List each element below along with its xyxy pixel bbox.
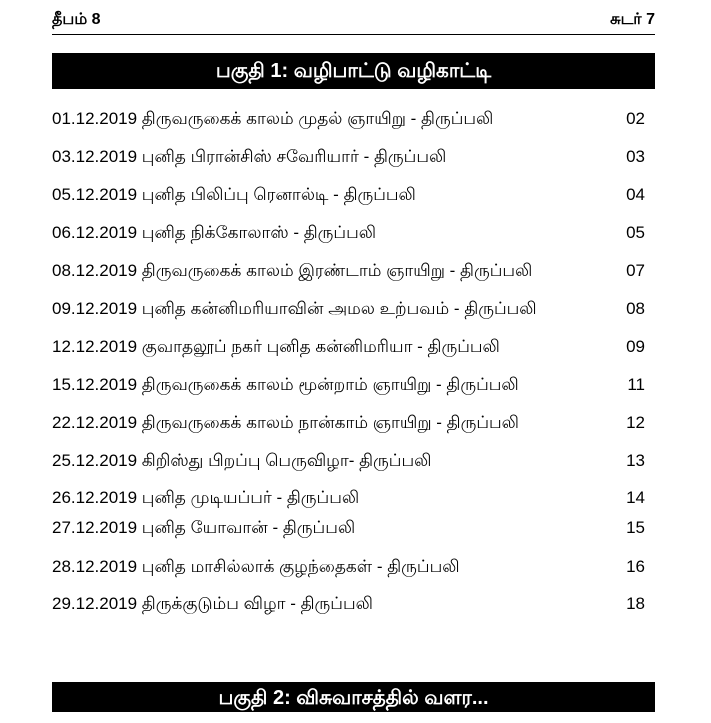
toc-entry-title: 26.12.2019 புனித முடியப்பர் - திருப்பலி [52,488,360,507]
toc-entry[interactable] [52,450,645,472]
toc-entry[interactable] [52,593,645,615]
toc-entry[interactable] [52,146,645,168]
toc-entry-page: 16 [626,557,645,576]
toc-entry[interactable] [52,184,645,206]
section-1-heading: பகுதி 1: வழிபாட்டு வழிகாட்டி [52,53,655,89]
toc-entry[interactable] [52,374,645,396]
toc-entry-page: 05 [626,223,645,242]
toc-entry-title: 03.12.2019 புனித பிரான்சிஸ் சவேரியார் - திருப்பலி [52,147,447,166]
toc-entry-title: 12.12.2019 குவாதலூப் நகர் புனித கன்னிமரியா - திருப்பலி [52,337,500,356]
toc-entry[interactable] [52,222,645,244]
toc-entry-page: 14 [626,488,645,507]
toc-entry-title: 28.12.2019 புனித மாசில்லாக் குழந்தைகள் - திருப்பலி [52,557,460,576]
toc-entry[interactable] [52,298,645,320]
toc-entry-page: 12 [626,413,645,432]
toc-entry-title: 22.12.2019 திருவருகைக் காலம் நான்காம் ஞாயிறு - திருப்பலி [52,413,519,432]
toc-entry-page: 15 [626,518,645,537]
toc-entry-title: 27.12.2019 புனித யோவான் - திருப்பலி [52,518,356,537]
toc-entry-title: 15.12.2019 திருவருகைக் காலம் மூன்றாம் ஞாயிறு - திருப்பலி [52,375,519,394]
toc-entry-page: 04 [626,185,645,204]
toc-entry-page: 03 [626,147,645,166]
toc-entry[interactable] [52,412,645,434]
toc-entry[interactable] [52,517,645,539]
toc-entry-page: 11 [627,375,645,394]
toc-entry-title: 29.12.2019 திருக்குடும்ப விழா - திருப்பலி [52,594,373,613]
toc-entry-page: 08 [626,299,645,318]
toc-entry-page: 07 [626,261,645,280]
toc-entry[interactable] [52,108,645,130]
section-2-heading: பகுதி 2: விசுவாசத்தில் வளர... [52,682,655,712]
toc-entry-title: 08.12.2019 திருவருகைக் காலம் இரண்டாம் ஞாயிறு - திருப்பலி [52,261,533,280]
toc-entry[interactable] [52,487,645,509]
toc-entry-title: 25.12.2019 கிறிஸ்து பிறப்பு பெருவிழா- திருப்பலி [52,451,432,470]
toc-entry[interactable] [52,260,645,282]
toc-entry-page: 09 [626,337,645,356]
toc-entry[interactable] [52,336,645,358]
toc-entry[interactable] [52,556,645,578]
issue-label: தீபம் 8 [52,11,101,28]
toc-entry-title: 06.12.2019 புனித நிக்கோலாஸ் - திருப்பலி [52,223,377,242]
volume-label: சுடர் 7 [610,11,655,28]
toc-entry-page: 18 [626,594,645,613]
toc-entry-page: 13 [626,451,645,470]
page-header [52,8,655,35]
toc-entry-title: 05.12.2019 புனித பிலிப்பு ரெனால்டி - திருப்பலி [52,185,416,204]
toc-entry-title: 09.12.2019 புனித கன்னிமரியாவின் அமல உற்பவம் - திருப்பலி [52,299,537,318]
toc-entry-page: 02 [626,109,645,128]
toc-entry-title: 01.12.2019 திருவருகைக் காலம் முதல் ஞாயிறு - திருப்பலி [52,109,494,128]
